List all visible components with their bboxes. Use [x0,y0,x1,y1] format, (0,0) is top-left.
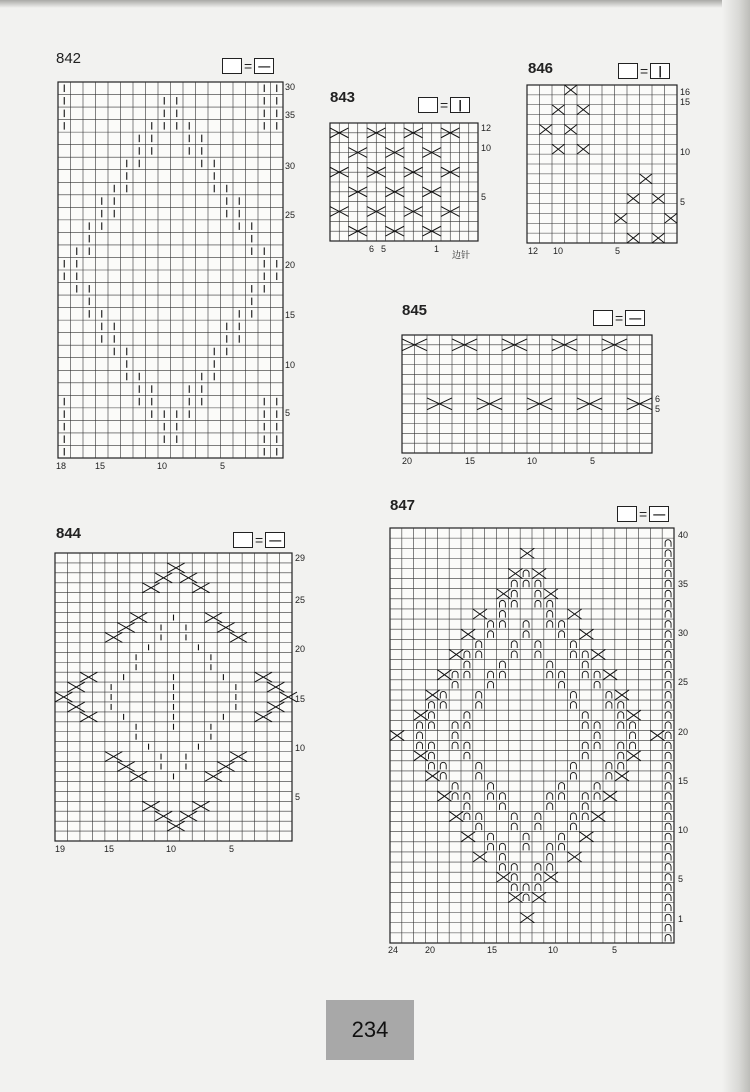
chart-845-row-label: 5 [655,404,661,414]
chart-847-col-label: 24 [388,945,399,955]
chart-844-row-label: 29 [295,553,306,563]
chart-847-row-label: 35 [678,579,689,589]
chart-846-col-label: 12 [528,246,539,256]
purl-symbol-icon: — [254,58,274,74]
purl-symbol-icon: — [649,506,669,522]
chart-842-col-label: 18 [56,461,67,471]
chart-843-title: 843 [330,89,356,106]
chart-843-grid [330,123,478,241]
chart-847-col-label: 20 [425,945,436,955]
chart-843-col-label: 5 [381,244,387,254]
chart-842-row-label: 25 [285,210,296,220]
chart-847-row-label: 5 [678,874,684,884]
chart-842-legend: = — [222,58,274,74]
chart-844-grid [55,553,292,841]
chart-847-row-label: 10 [678,825,689,835]
chart-844-row-label: 10 [295,743,306,753]
chart-846-legend: = | [618,63,670,79]
chart-842-col-label: 10 [157,461,168,471]
chart-845-col-label: 20 [402,456,413,466]
chart-844-col-label: 15 [104,844,115,854]
chart-847-title: 847 [390,497,416,514]
chart-846-col-label: 5 [615,246,621,256]
chart-842-col-label: 5 [220,461,226,471]
edge-stitch-annotation: 边针 [452,250,471,260]
chart-847-col-label: 10 [548,945,559,955]
chart-843-row-label: 5 [481,192,487,202]
chart-843-row-label: 12 [481,123,492,133]
chart-845-title: 845 [402,302,428,319]
chart-847-row-label: 20 [678,727,689,737]
chart-847-col-label: 15 [487,945,498,955]
purl-symbol-icon: — [265,532,285,548]
chart-845-col-label: 5 [590,456,596,466]
chart-846-row-label: 5 [680,197,686,207]
chart-844-title: 844 [56,525,82,542]
chart-847-row-label: 25 [678,677,689,687]
chart-845-col-label: 10 [527,456,538,466]
chart-847-col-label: 5 [612,945,618,955]
chart-842-row-label: 30 [285,161,296,171]
page-number: 234 [326,1000,414,1060]
chart-844-row-label: 15 [295,694,306,704]
chart-847-grid [390,528,674,943]
chart-847-row-label: 30 [678,628,689,638]
chart-845-grid [402,335,652,453]
chart-847-legend: = — [617,506,669,522]
chart-842-row-label: 10 [285,360,296,370]
chart-844-row-label: 25 [295,595,306,605]
knit-symbol-icon: | [450,97,470,113]
chart-843-row-label: 10 [481,143,492,153]
chart-844-row-label: 5 [295,792,301,802]
chart-845-row-label: 6 [655,394,661,404]
chart-844-legend: = — [233,532,285,548]
chart-846-title: 846 [528,60,554,77]
page-top-shadow [0,0,750,8]
chart-847-row-label: 1 [678,914,684,924]
chart-842-col-label: 15 [95,461,106,471]
blank-cell-icon [617,506,637,522]
chart-846-row-label: 10 [680,147,691,157]
chart-843-legend: = | [418,97,470,113]
chart-846-grid [527,85,677,243]
chart-842-row-label: 20 [285,260,296,270]
chart-846-row-label: 16 [680,87,691,97]
chart-844-col-label: 19 [55,844,66,854]
chart-842-row-label: 15 [285,310,296,320]
chart-844-row-label: 20 [295,644,306,654]
chart-847-row-label: 40 [678,530,689,540]
purl-symbol-icon: — [625,310,645,326]
chart-842-row-label: 35 [285,110,296,120]
page-edge-shadow [722,0,750,1092]
chart-842-row-label: 30 [285,82,296,92]
blank-cell-icon [418,97,438,113]
chart-847-row-label: 15 [678,776,689,786]
knit-symbol-icon: | [650,63,670,79]
chart-842-grid [58,82,283,458]
blank-cell-icon [222,58,242,74]
chart-843-col-label: 1 [434,244,440,254]
chart-846-col-label: 10 [553,246,564,256]
chart-843-col-label: 6 [369,244,375,254]
chart-845-legend: = — [593,310,645,326]
chart-844-col-label: 5 [229,844,235,854]
chart-842-row-label: 5 [285,408,291,418]
blank-cell-icon [618,63,638,79]
blank-cell-icon [593,310,613,326]
chart-846-row-label: 15 [680,97,691,107]
chart-845-col-label: 15 [465,456,476,466]
chart-842-title: 842 [56,50,82,67]
chart-844-col-label: 10 [166,844,177,854]
blank-cell-icon [233,532,253,548]
